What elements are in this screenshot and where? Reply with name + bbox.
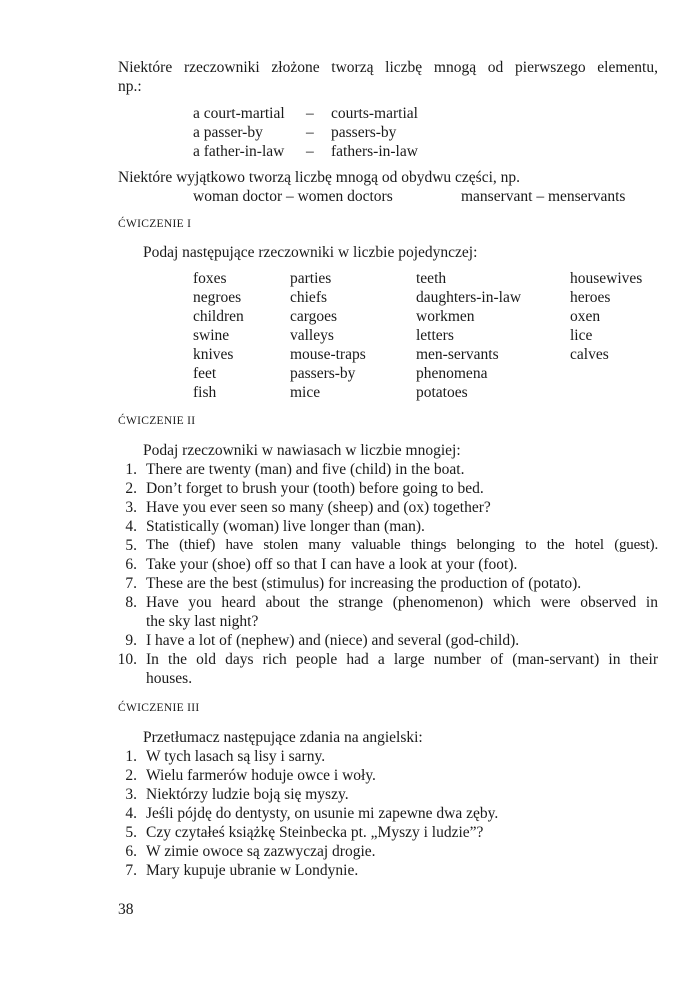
exercise-2-instruction: Podaj rzeczowniki w nawiasach w liczbie mnogiej: (143, 442, 461, 459)
word: workmen (416, 308, 475, 325)
list-item-continuation: the sky last night? (146, 613, 259, 630)
page-number: 38 (118, 901, 134, 918)
exercise-1-instruction: Podaj następujące rzeczowniki w liczbie pojedynczej: (143, 244, 478, 261)
word: mouse-traps (290, 346, 366, 363)
item-number: 2. (125, 480, 137, 497)
list-item: There are twenty (man) and five (child) in the boat. (146, 461, 465, 478)
list-item: These are the best (stimulus) for increasing the production of (potato). (146, 575, 582, 592)
word: heroes (570, 289, 611, 306)
pair-dash-2: – (306, 124, 314, 141)
pair-pl-1: courts-martial (331, 105, 418, 122)
list-item-continuation: houses. (146, 670, 193, 687)
item-number: 9. (125, 632, 137, 649)
exercise-2-heading: ĆWICZENIE II (118, 415, 196, 427)
list-item: The (thief) have stolen many valuable things belonging to the hotel (guest). (146, 537, 658, 553)
list-item: Have you heard about the strange (phenomenon) which were observed in (146, 594, 658, 611)
item-number: 1. (125, 748, 137, 765)
item-number: 5. (125, 537, 137, 554)
item-number: 2. (125, 767, 137, 784)
exercise-3-heading: ĆWICZENIE III (118, 702, 200, 714)
word: foxes (193, 270, 227, 287)
item-number: 6. (125, 843, 137, 860)
list-item: In the old days rich people had a large number of (man-servant) in their (146, 651, 658, 668)
word: men-servants (416, 346, 499, 363)
word: daughters-in-law (416, 289, 522, 306)
pair-sg-3: a father-in-law (193, 143, 285, 160)
list-item: Jeśli pójdę do dentysty, on usunie mi zapewne dwa zęby. (146, 805, 499, 822)
item-number: 4. (125, 805, 137, 822)
exercise-1-heading: ĆWICZENIE I (118, 218, 192, 230)
word: passers-by (290, 365, 356, 382)
intro-line-1: Niektóre rzeczowniki złożone tworzą liczbę mnogą od pierwszego elementu, (118, 59, 658, 76)
intro-line-3: Niektóre wyjątkowo tworzą liczbę mnogą od obydwu części, np. (118, 169, 521, 186)
item-number: 3. (125, 786, 137, 803)
item-number: 3. (125, 499, 137, 516)
pair-dash-3: – (306, 143, 314, 160)
item-number: 8. (125, 594, 137, 611)
word: feet (193, 365, 217, 382)
list-item: Niektórzy ludzie boją się myszy. (146, 786, 349, 803)
word: potatoes (416, 384, 468, 401)
intro-line-2: np.: (118, 78, 142, 95)
word: negroes (193, 289, 242, 306)
word: phenomena (416, 365, 488, 382)
list-item: Have you ever seen so many (sheep) and (ox) together? (146, 499, 491, 516)
word: valleys (290, 327, 334, 344)
word: knives (193, 346, 234, 363)
word: parties (290, 270, 332, 287)
word: chiefs (290, 289, 328, 306)
list-item: Don’t forget to brush your (tooth) before going to bed. (146, 480, 484, 497)
word: oxen (570, 308, 601, 325)
list-item: W tych lasach są lisy i sarny. (146, 748, 326, 765)
list-item: Take your (shoe) off so that I can have a look at your (foot). (146, 556, 518, 573)
word: housewives (570, 270, 643, 287)
word: fish (193, 384, 217, 401)
list-item: W zimie owoce są zazwyczaj drogie. (146, 843, 376, 860)
list-item: Wielu farmerów hoduje owce i woły. (146, 767, 376, 784)
word: swine (193, 327, 230, 344)
word: cargoes (290, 308, 338, 325)
pair-pl-3: fathers-in-law (331, 143, 418, 160)
list-item: Czy czytałeś książkę Steinbecka pt. „Myszy i ludzie”? (146, 824, 484, 841)
exercise-3-instruction: Przetłumacz następujące zdania na angielski: (143, 729, 423, 746)
item-number: 7. (125, 575, 137, 592)
intro-example-1: woman doctor – women doctors (193, 188, 393, 205)
word: mice (290, 384, 321, 401)
item-number: 7. (125, 862, 137, 879)
pair-pl-2: passers-by (331, 124, 397, 141)
word: teeth (416, 270, 447, 287)
pair-dash-1: – (306, 105, 314, 122)
word: letters (416, 327, 454, 344)
item-number: 4. (125, 518, 137, 535)
word: lice (570, 327, 593, 344)
list-item: Mary kupuje ubranie w Londynie. (146, 862, 359, 879)
item-number: 6. (125, 556, 137, 573)
list-item: I have a lot of (nephew) and (niece) and several (god-child). (146, 632, 520, 649)
intro-example-2: manservant – menservants (461, 188, 626, 205)
item-number: 5. (125, 824, 137, 841)
word: children (193, 308, 244, 325)
pair-sg-1: a court-martial (193, 105, 285, 122)
list-item: Statistically (woman) live longer than (man). (146, 518, 425, 535)
pair-sg-2: a passer-by (193, 124, 263, 141)
item-number: 10. (117, 651, 137, 668)
word: calves (570, 346, 609, 363)
item-number: 1. (125, 461, 137, 478)
